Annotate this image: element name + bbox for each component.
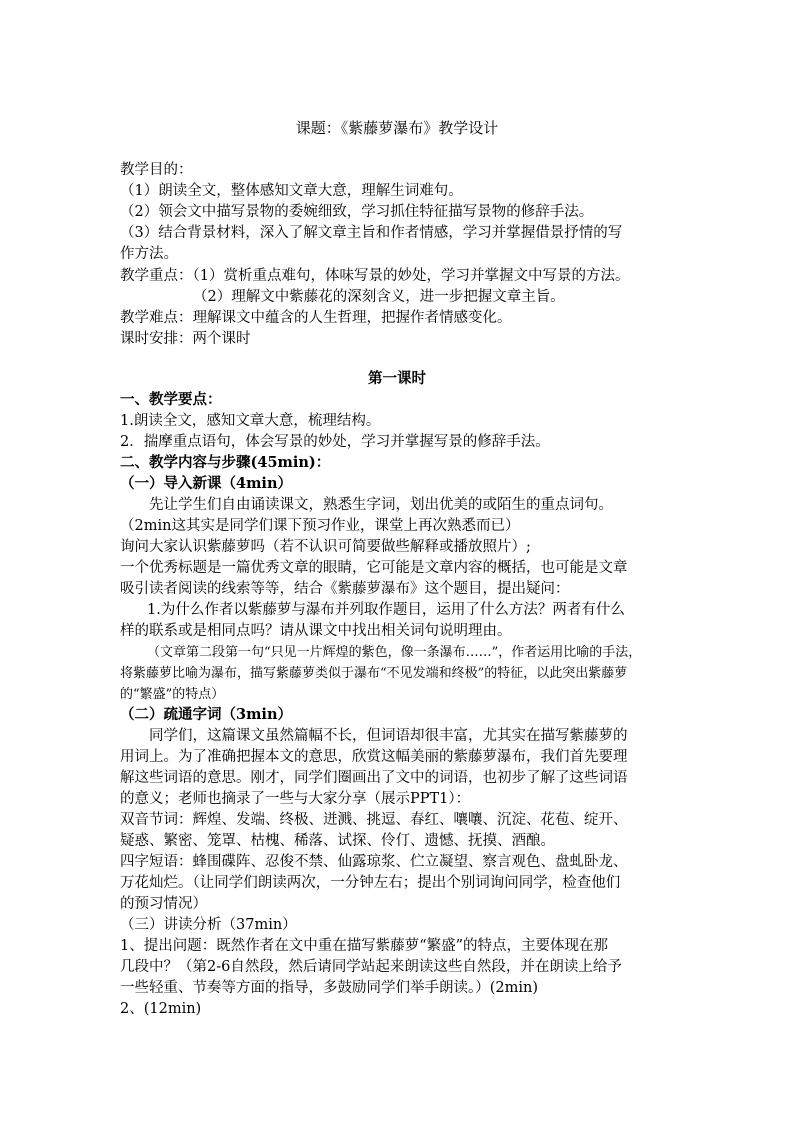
teaching-point: 1.朗读全文，感知文章大意，梳理结构。 [120, 413, 381, 429]
key-points-line: 教学重点：（1）赏析重点难句，体味写景的妙处，学习并掌握文中写景的方法。 [120, 268, 630, 284]
objective-item: （2）领会文中描写景物的委婉细致，学习抓住特征描写景物的修辞手法。 [120, 204, 594, 220]
paragraph-line: 几段中？（第2-6自然段，然后请同学站起来朗读这些自然段，并在朗读上给予 [120, 959, 622, 975]
paragraph-line: 吸引读者阅读的线索等等，结合《紫藤萝瀑布》这个题目，提出疑问： [120, 581, 570, 597]
paragraph-line: （2min这其实是同学们课下预习作业，课堂上再次熟悉而已） [120, 518, 520, 534]
section-heading: 二、教学内容与步骤(45min)： [120, 454, 331, 471]
paragraph-line: 解这些词语的意思。刚才，同学们圈画出了文中的词语，也初步了解了这些词语 [120, 770, 628, 786]
key-points-line: （2）理解文中紫藤花的深刻含义，进一步把握文章主旨。 [193, 289, 565, 305]
objective-item: 作方法。 [120, 246, 178, 262]
teaching-point: 2．揣摩重点语句，体会写景的妙处，学习并掌握写景的修辞手法。 [120, 434, 550, 450]
objective-item: （1）朗读全文，整体感知文章大意，理解生词难句。 [120, 183, 463, 199]
paragraph-line: 同学们，这篇课文虽然篇幅不长，但词语却很丰富，尤其实在描写紫藤萝的 [149, 728, 628, 744]
vocab-line: 双音节词：辉煌、发端、终极、迸溅、挑逗、春红、嚷嚷、沉淀、花苞、绽开、 [120, 812, 628, 828]
question-line: 1.为什么作者以紫藤萝与瀑布并列取作题目，运用了什么方法？两者有什么 [147, 602, 625, 618]
paragraph-line: 一个优秀标题是一篇优秀文章的眼睛，它可能是文章内容的概括，也可能是文章 [120, 560, 628, 576]
answer-note-line: 的“繁盛”的特点） [120, 687, 225, 702]
answer-note-line: （文章第二段第一句“只见一片辉煌的紫色，像一条瀑布……”，作者运用比喻的手法， [147, 645, 642, 660]
paragraph-line: 先让学生们自由诵读课文，熟悉生字词，划出优美的或陌生的重点词句。 [149, 497, 613, 513]
vocab-line: 四字短语：蜂围碟阵、忍俊不禁、仙露琼浆、伫立凝望、察言观色、盘虬卧龙、 [120, 854, 628, 870]
paragraph-line: 的意义；老师也摘录了一些与大家分享（展示PPT1）： [120, 791, 471, 807]
section-heading: 一、教学要点： [120, 391, 222, 408]
paragraph-line: 1、提出问题：既然作者在文中重在描写紫藤萝“繁盛”的特点，主要体现在那 [120, 938, 609, 954]
objectives-heading: 教学目的： [120, 162, 193, 178]
paragraph-line: 2、(12min) [120, 1001, 202, 1017]
question-line: 样的联系或是相同点吗？请从课文中找出相关词句说明理由。 [120, 623, 512, 639]
objective-item: （3）结合背景材料，深入了解文章主旨和作者情感，学习并掌握借景抒情的写 [120, 225, 623, 241]
paragraph-line: 用词上。为了准确把握本文的意思，欣赏这幅美丽的紫藤萝瀑布，我们首先要理 [120, 749, 628, 765]
subsection-heading: （二）疏通字词（3min） [120, 706, 292, 723]
subsection-heading: （一）导入新课（4min） [120, 475, 292, 492]
lesson-heading: 第一课时 [368, 370, 426, 387]
vocab-line: 万花灿烂。（让同学们朗读两次，一分钟左右；提出个别词询问同学，检查他们 [120, 875, 621, 891]
paragraph-line: 询问大家认识紫藤萝吗（若不认识可简要做些解释或播放照片）; [120, 539, 531, 555]
paragraph-line: 一些轻重、节奏等方面的指导，多鼓励同学们举手朗读。）(2min) [120, 980, 539, 996]
vocab-line: 的预习情况） [120, 896, 207, 912]
difficulty-line: 教学难点：理解课文中蕴含的人生哲理，把握作者情感变化。 [120, 310, 512, 326]
subsection-heading: （三）讲读分析（37min） [120, 917, 297, 933]
vocab-line: 疑惑、繁密、笼罩、枯槐、稀落、试探、伶仃、遗憾、抚摸、酒酿。 [120, 833, 555, 849]
document-title: 课题：《紫藤萝瀑布》教学设计 [295, 119, 499, 137]
answer-note-line: 将紫藤萝比喻为瀑布，描写紫藤萝类似于瀑布“不见发端和终极”的特征，以此突出紫藤萝 [120, 666, 628, 681]
schedule-line: 课时安排：两个课时 [120, 331, 251, 347]
